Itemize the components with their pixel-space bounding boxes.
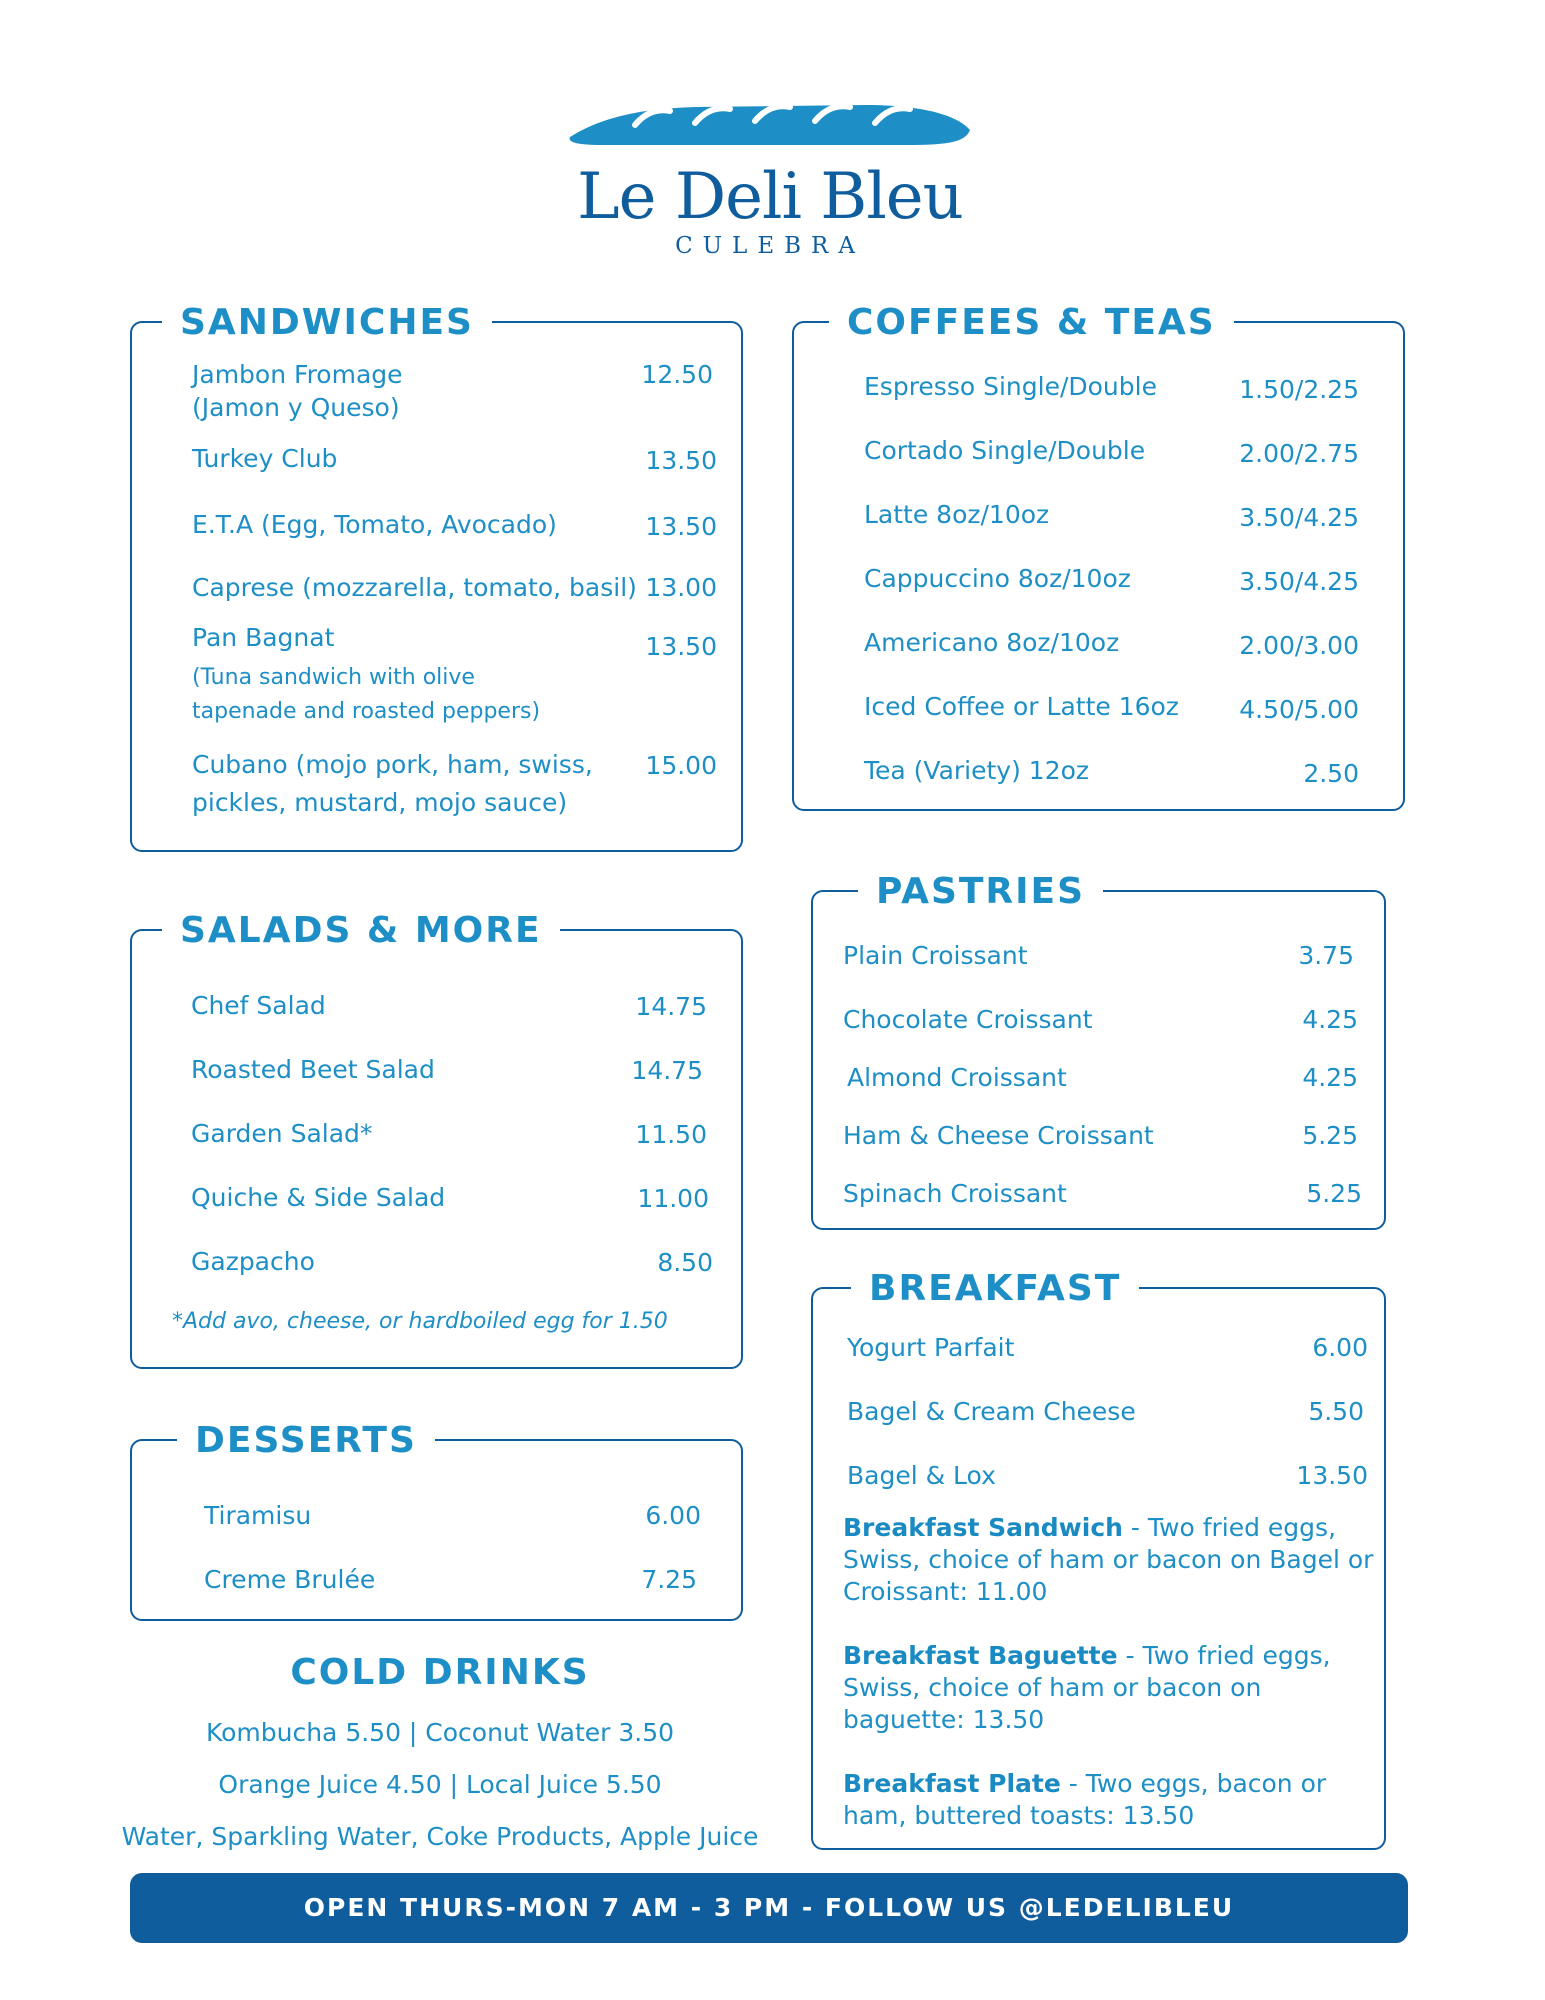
pastries-section [811, 871, 1386, 1230]
baguette-icon [565, 95, 975, 145]
menu-price: 3.50/4.25 [1239, 503, 1359, 532]
menu-item: Cappuccino 8oz/10oz [864, 564, 1131, 593]
menu-item: Pan Bagnat [192, 623, 335, 652]
cold-drinks-line: Kombucha 5.50 | Coconut Water 3.50 [205, 1718, 675, 1747]
menu-item: Bagel & Lox [847, 1461, 996, 1490]
special-name: Breakfast Plate [843, 1769, 1061, 1798]
menu-item: E.T.A (Egg, Tomato, Avocado) [192, 510, 557, 539]
menu-price: 13.50 [645, 512, 717, 541]
menu-price: 2.50 [1303, 759, 1359, 788]
coffees-section [792, 302, 1405, 811]
cold-drinks-title: COLD DRINKS [290, 1652, 590, 1693]
menu-price: 2.00/2.75 [1239, 439, 1359, 468]
menu-item: Chocolate Croissant [843, 1005, 1093, 1034]
cold-drinks-line: Orange Juice 4.50 | Local Juice 5.50 [218, 1770, 662, 1799]
menu-item: Chef Salad [191, 991, 326, 1020]
salads-title: SALADS & MORE [162, 909, 560, 953]
menu-price: 4.25 [1302, 1063, 1358, 1092]
special-desc: - Two eggs, bacon or ham, buttered toasts: 13.50 [843, 1769, 1327, 1830]
salads-note: *Add avo, cheese, or hardboiled egg for 1.50 [172, 1309, 668, 1334]
menu-price: 11.50 [635, 1120, 707, 1149]
menu-price: 6.00 [645, 1501, 701, 1530]
menu-price: 1.50/2.25 [1239, 375, 1359, 404]
menu-price: 2.00/3.00 [1239, 631, 1359, 660]
special-desc: - Two fried eggs, Swiss, choice of ham or bacon on baguette: 13.50 [843, 1641, 1331, 1734]
menu-item: Tea (Variety) 12oz [864, 756, 1090, 785]
menu-price: 4.50/5.00 [1239, 695, 1359, 724]
menu-item: Caprese (mozzarella, tomato, basil) [192, 573, 637, 602]
menu-item: Plain Croissant [843, 941, 1028, 970]
menu-price: 5.50 [1308, 1397, 1364, 1426]
special-name: Breakfast Baguette [843, 1641, 1118, 1670]
brand-location: CULEBRA [675, 233, 865, 259]
breakfast-special [843, 1768, 1383, 1832]
menu-item: Cortado Single/Double [864, 436, 1146, 465]
menu-price: 13.50 [1296, 1461, 1368, 1490]
menu-item: Roasted Beet Salad [191, 1055, 435, 1084]
menu-item: Turkey Club [192, 444, 338, 473]
menu-item-sub: pickles, mustard, mojo sauce) [192, 788, 568, 817]
menu-price: 3.50/4.25 [1239, 567, 1359, 596]
menu-item: Cubano (mojo pork, ham, swiss, [192, 750, 593, 779]
menu-price: 11.00 [637, 1184, 709, 1213]
menu-item: Bagel & Cream Cheese [847, 1397, 1136, 1426]
menu-item-sub: tapenade and roasted peppers) [192, 699, 541, 724]
menu-item: Latte 8oz/10oz [864, 500, 1050, 529]
menu-price: 5.25 [1306, 1179, 1362, 1208]
menu-price: 13.50 [645, 446, 717, 475]
coffees-title: COFFEES & TEAS [829, 301, 1234, 345]
menu-item: Quiche & Side Salad [191, 1183, 446, 1212]
footer-banner: OPEN THURS-MON 7 AM - 3 PM - FOLLOW US @LEDELIBLEU [130, 1873, 1408, 1943]
pastries-title: PASTRIES [858, 870, 1103, 914]
menu-item: Americano 8oz/10oz [864, 628, 1120, 657]
menu-item: Jambon Fromage [192, 360, 403, 389]
menu-item: Espresso Single/Double [864, 372, 1157, 401]
menu-price: 13.00 [645, 573, 717, 602]
menu-price: 13.50 [645, 632, 717, 661]
menu-price: 15.00 [645, 751, 717, 780]
desserts-section [130, 1420, 743, 1621]
menu-item: Ham & Cheese Croissant [843, 1121, 1154, 1150]
brand-name: Le Deli Bleu [577, 160, 963, 234]
menu-item: Iced Coffee or Latte 16oz [864, 692, 1179, 721]
special-name: Breakfast Sandwich [843, 1513, 1123, 1542]
menu-item-sub: (Tuna sandwich with olive [192, 665, 475, 690]
menu-item: Spinach Croissant [843, 1179, 1067, 1208]
menu-price: 3.75 [1298, 941, 1354, 970]
menu-price: 5.25 [1302, 1121, 1358, 1150]
menu-item: Tiramisu [204, 1501, 312, 1530]
menu-price: 14.75 [631, 1056, 703, 1085]
salads-section [130, 910, 743, 1369]
menu-price: 8.50 [657, 1248, 713, 1277]
breakfast-title: BREAKFAST [851, 1267, 1139, 1311]
menu-item: Garden Salad* [191, 1119, 373, 1148]
menu-item-sub: (Jamon y Queso) [192, 393, 400, 422]
menu-item: Gazpacho [191, 1247, 315, 1276]
sandwiches-title: SANDWICHES [162, 301, 492, 345]
menu-item: Yogurt Parfait [847, 1333, 1015, 1362]
breakfast-special [843, 1512, 1383, 1608]
menu-price: 7.25 [641, 1565, 697, 1594]
logo [560, 95, 980, 265]
sandwiches-section [130, 302, 743, 852]
menu-item: Almond Croissant [847, 1063, 1067, 1092]
desserts-title: DESSERTS [177, 1419, 435, 1463]
menu-item: Creme Brulée [204, 1565, 376, 1594]
menu-price: 14.75 [635, 992, 707, 1021]
menu-price: 4.25 [1302, 1005, 1358, 1034]
breakfast-special [843, 1640, 1383, 1736]
menu-price: 6.00 [1312, 1333, 1368, 1362]
special-desc: - Two fried eggs, Swiss, choice of ham or bacon on Bagel or Croissant: 11.00 [843, 1513, 1374, 1606]
menu-price: 12.50 [641, 360, 713, 389]
cold-drinks-line: Water, Sparkling Water, Coke Products, Apple Juice [121, 1822, 759, 1851]
